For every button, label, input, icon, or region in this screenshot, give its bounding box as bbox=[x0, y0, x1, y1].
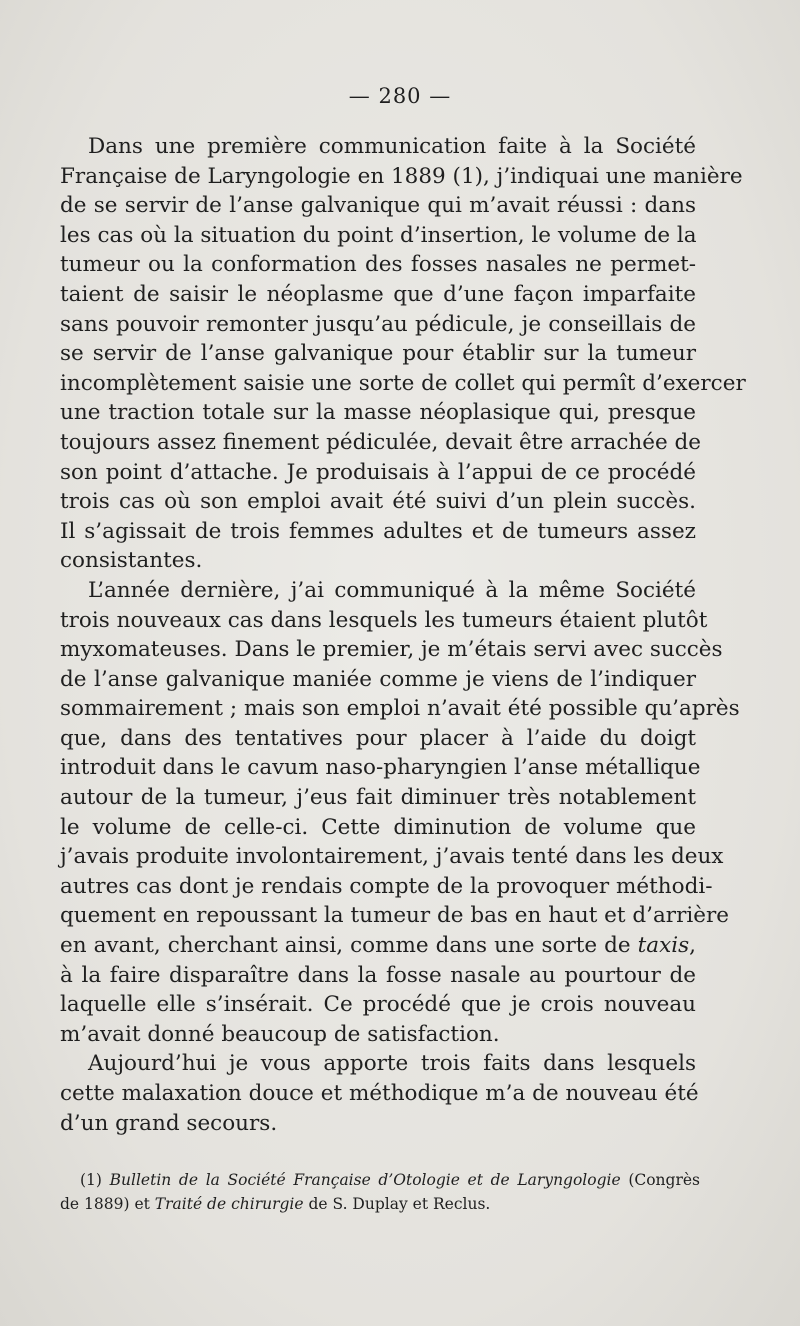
text-line: consistantes. bbox=[60, 548, 203, 574]
text-line: toujours assez finement pédiculée, devait être arrachée de bbox=[60, 429, 702, 455]
page-number: — 280 — bbox=[348, 84, 452, 108]
text-line: incomplètement saisie une sorte de collet qui permît d’exercer bbox=[60, 370, 746, 396]
text-line: à la faire disparaître dans la fosse nasale au pourtour de bbox=[60, 962, 696, 988]
text-line: sans pouvoir remonter jusqu’au pédicule, je conseillais de bbox=[60, 311, 696, 337]
text-line: j’avais produite involontairement, j’avais tenté dans les deux bbox=[60, 844, 724, 870]
text-line: sommairement ; mais son emploi n’avait été possible qu’après bbox=[60, 696, 740, 722]
footnote-text: (Congrès bbox=[620, 1171, 700, 1189]
text-line: autres cas dont je rendais compte de la provoquer méthodi- bbox=[60, 873, 713, 899]
footnote-line bbox=[60, 1192, 700, 1216]
text-line: m’avait donné beaucoup de satisfaction. bbox=[60, 1021, 500, 1047]
text-line: le volume de celle-ci. Cette diminution de volume que bbox=[60, 814, 696, 840]
text-line: cette malaxation douce et méthodique m’a de nouveau été bbox=[60, 1081, 699, 1106]
text-line: se servir de l’anse galvanique pour établir sur la tumeur bbox=[60, 341, 696, 367]
text-line: que, dans des tentatives pour placer à l’aide du doigt bbox=[60, 725, 696, 751]
text-line: laquelle elle s’insérait. Ce procédé que je crois nouveau bbox=[60, 992, 696, 1018]
footnote-text: de 1889) et bbox=[60, 1195, 155, 1213]
text-line: L’année dernière, j’ai communiqué à la même Société bbox=[88, 577, 696, 603]
text-line: les cas où la situation du point d’insertion, le volume de la bbox=[60, 222, 697, 248]
text-fragment: , bbox=[689, 933, 696, 959]
text-line bbox=[60, 931, 696, 961]
text-line: de l’anse galvanique maniée comme je viens de l’indiquer bbox=[60, 666, 696, 692]
footnote-marker: (1) bbox=[80, 1171, 102, 1189]
text-line: Il s’agissait de trois femmes adultes et de tumeurs assez bbox=[60, 518, 696, 544]
text-line: Aujourd’hui je vous apporte trois faits dans lesquels bbox=[88, 1051, 696, 1077]
footnote-book-title: Traité de chirurgie bbox=[154, 1195, 304, 1213]
text-line: myxomateuses. Dans le premier, je m’étais servi avec succès bbox=[60, 637, 723, 663]
text-line: Dans une première communication faite à la Société bbox=[88, 134, 696, 159]
body-text bbox=[60, 132, 746, 1138]
text-line: quement en repoussant la tumeur de bas en haut et d’arrière bbox=[60, 903, 729, 929]
text-line: trois cas où son emploi avait été suivi d’un plein succès. bbox=[60, 489, 696, 515]
footnote bbox=[60, 1168, 700, 1216]
text-line: de se servir de l’anse galvanique qui m’avait réussi : dans bbox=[60, 193, 696, 219]
text-line: trois nouveaux cas dans lesquels les tumeurs étaient plutôt bbox=[60, 607, 708, 633]
text-line: taient de saisir le néoplasme que d’une façon imparfaite bbox=[60, 281, 696, 307]
text-line: une traction totale sur la masse néoplasique qui, presque bbox=[60, 400, 696, 426]
text-fragment: en avant, cherchant ainsi, comme dans une sorte de bbox=[60, 933, 638, 959]
text-line: Française de Laryngologie en 1889 (1), j’indiquai une manière bbox=[60, 163, 743, 189]
text-line: autour de la tumeur, j’eus fait diminuer très notablement bbox=[60, 785, 696, 811]
footnote-text: de S. Duplay et Reclus. bbox=[303, 1195, 491, 1213]
italic-term: taxis bbox=[637, 933, 690, 959]
footnote-journal-title: Bulletin de la Société Française d’Otologie et de Laryngologie bbox=[109, 1171, 621, 1189]
text-line: tumeur ou la conformation des fosses nasales ne permet- bbox=[60, 252, 696, 278]
text-line: son point d’attache. Je produisais à l’appui de ce procédé bbox=[60, 459, 696, 485]
text-line: d’un grand secours. bbox=[60, 1110, 278, 1136]
text-line: introduit dans le cavum naso-pharyngien l’anse métallique bbox=[60, 755, 701, 781]
footnote-line bbox=[60, 1168, 700, 1192]
